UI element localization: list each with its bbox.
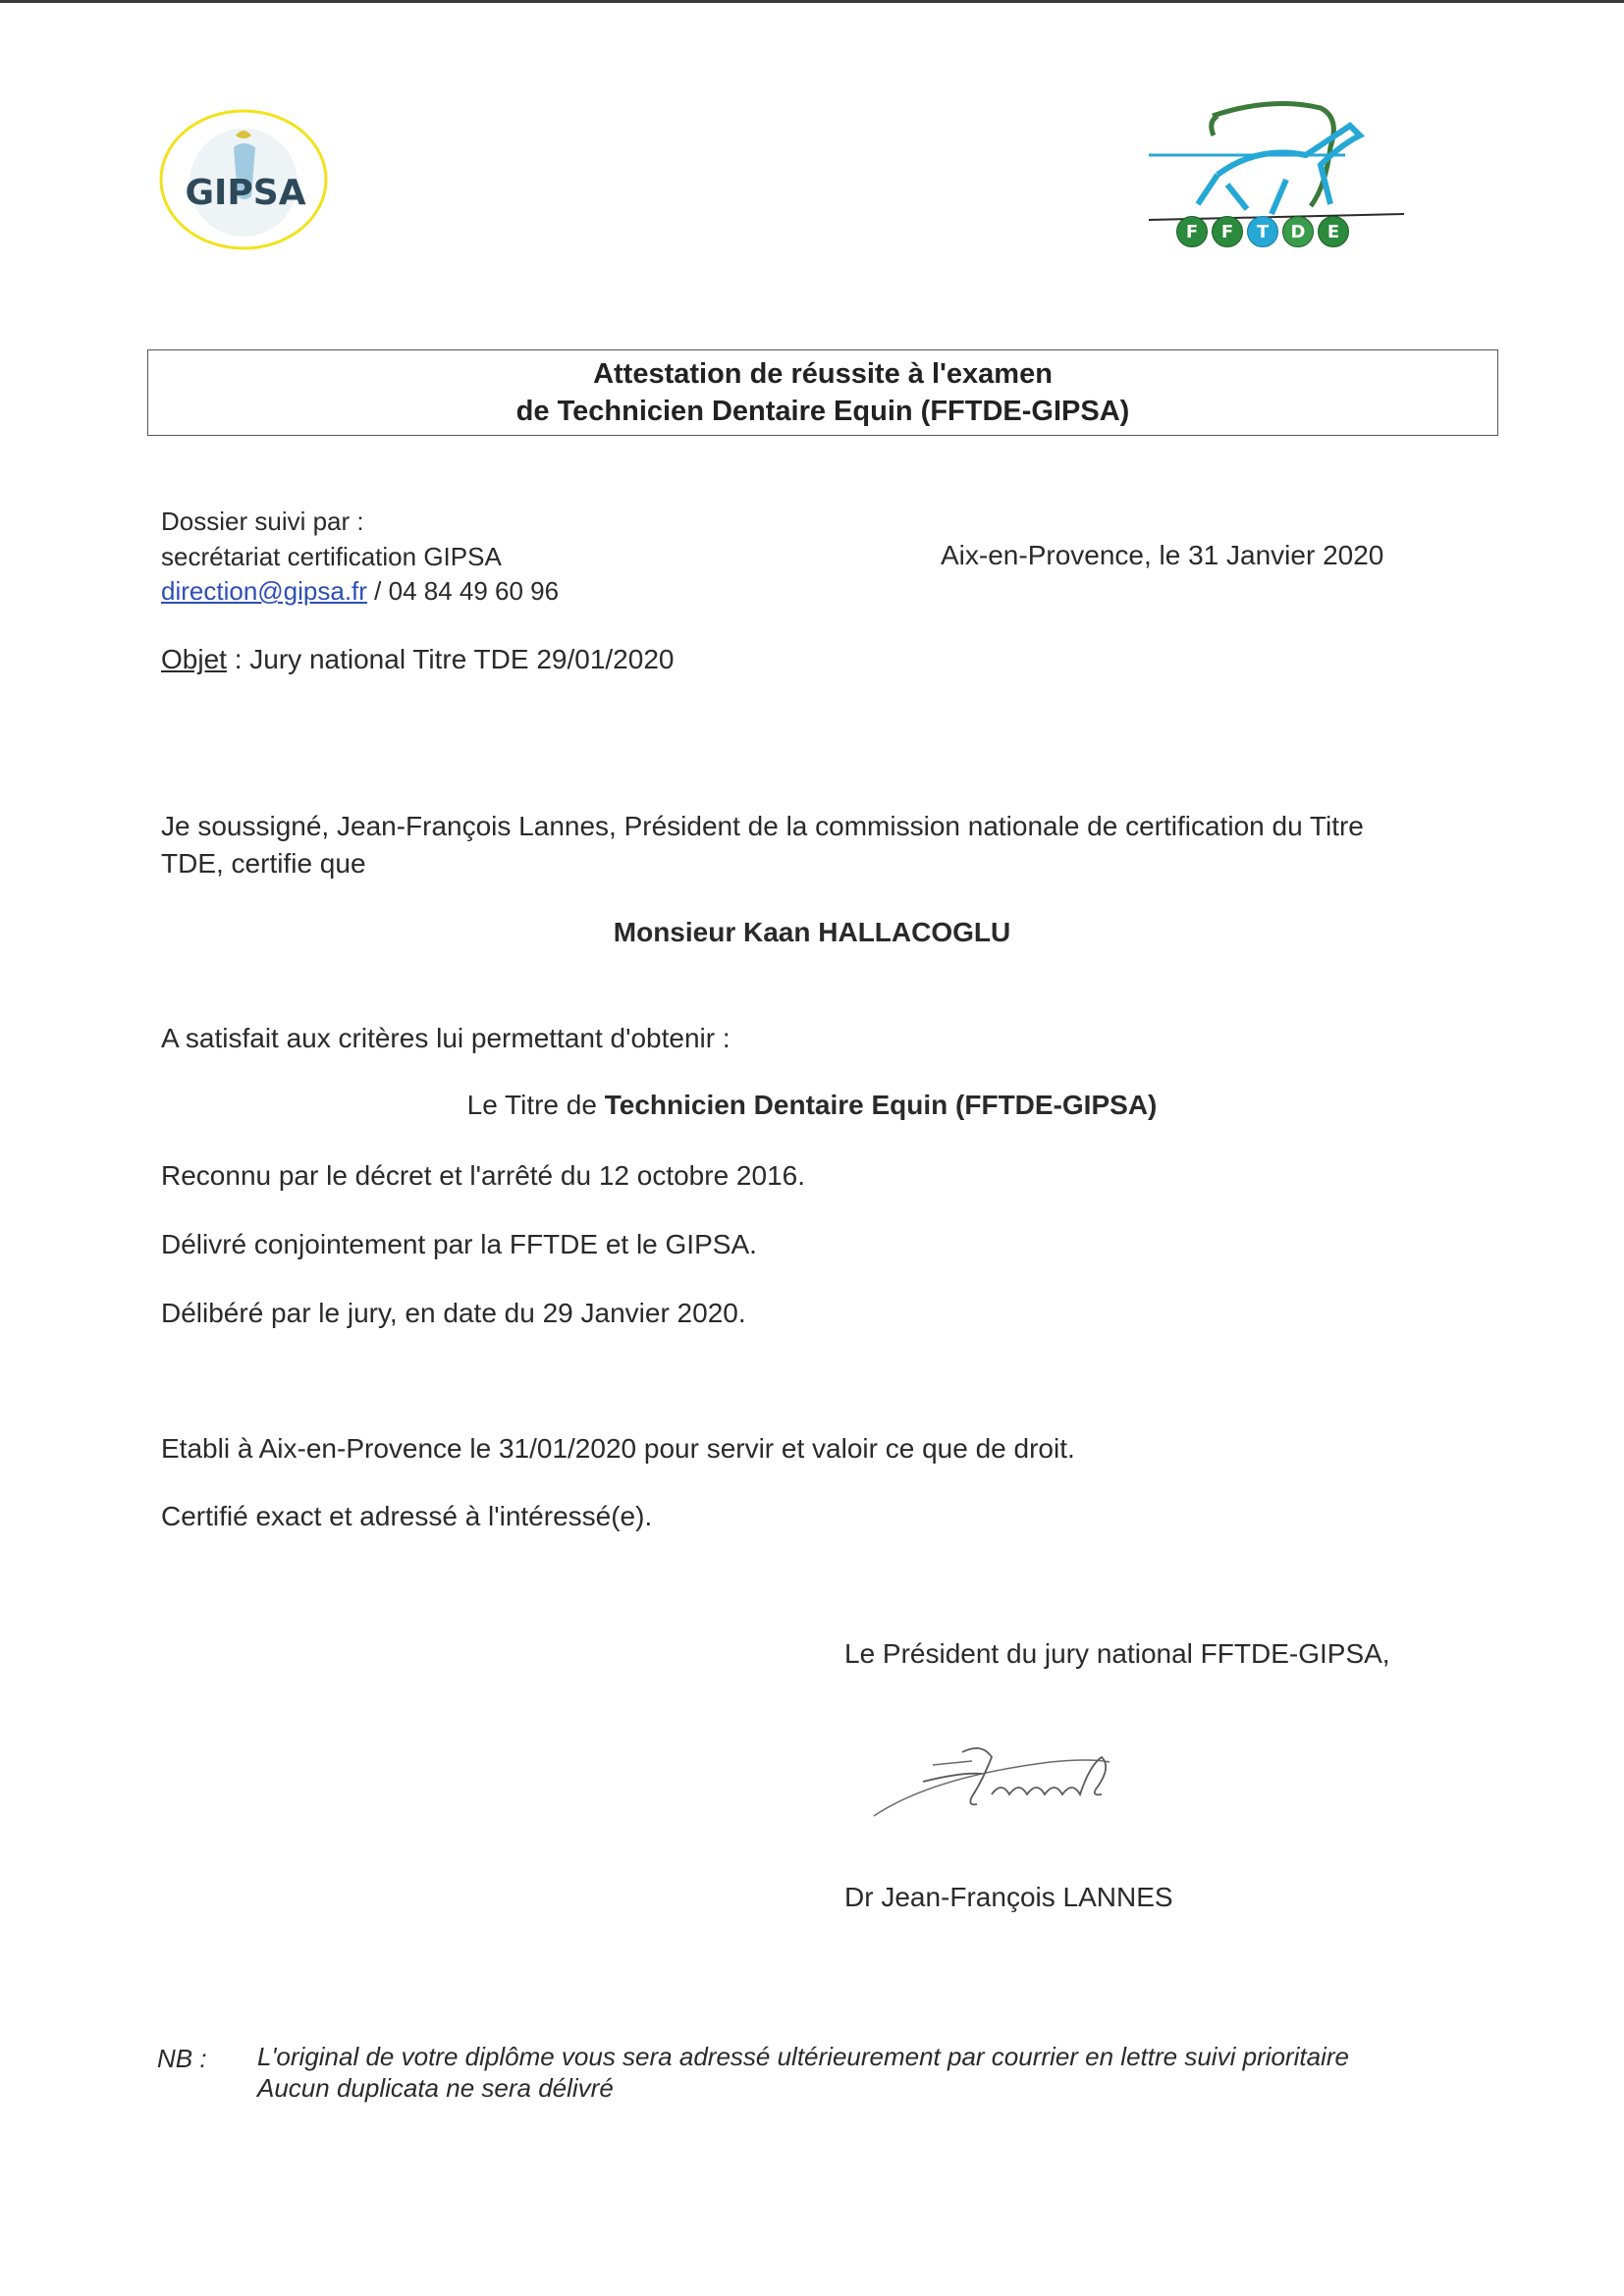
fftde-letter: E bbox=[1318, 216, 1349, 247]
title-awarded-name: Technicien Dentaire Equin (FFTDE-GIPSA) bbox=[604, 1090, 1158, 1120]
signatory-name: Dr Jean-François LANNES bbox=[844, 1882, 1173, 1912]
email-link[interactable]: direction@gipsa.fr bbox=[161, 576, 367, 606]
deliberated-text: Délibéré par le jury, en date du 29 Janvier 2020. bbox=[161, 1298, 746, 1328]
title-awarded bbox=[0, 1088, 1624, 1123]
fftde-letters bbox=[1176, 216, 1349, 247]
object-label: Objet bbox=[161, 644, 227, 674]
fftde-letter: F bbox=[1212, 216, 1243, 247]
recognized-text: Reconnu par le décret et l'arrêté du 12 octobre 2016. bbox=[161, 1160, 805, 1191]
criteria-text: A satisfait aux critères lui permettant d'obtenir : bbox=[161, 1023, 731, 1053]
footnote-line1: L'original de votre diplôme vous sera adressé ultérieurement par courrier en lettre suivi prioritaire bbox=[257, 2042, 1349, 2071]
handwritten-signature bbox=[864, 1728, 1198, 1836]
document-title-line1: Attestation de réussite à l'examen bbox=[593, 358, 1053, 390]
signatory-role: Le Président du jury national FFTDE-GIPSA, bbox=[844, 1638, 1390, 1669]
object-text: : Jury national Titre TDE 29/01/2020 bbox=[226, 644, 675, 674]
intro-line2: TDE, certifie que bbox=[161, 848, 366, 879]
place-date: Aix-en-Provence, le 31 Janvier 2020 bbox=[941, 540, 1384, 570]
top-border-line bbox=[0, 0, 1624, 3]
phone-number: / 04 84 49 60 96 bbox=[366, 576, 560, 606]
certified-text: Certifié exact et adressé à l'intéressé(e). bbox=[161, 1501, 653, 1531]
title-awarded-prefix: Le Titre de bbox=[466, 1090, 605, 1120]
footnote-label: NB : bbox=[157, 2044, 207, 2073]
gipsa-logo bbox=[157, 106, 334, 253]
intro-line1: Je soussigné, Jean-François Lannes, Président de la commission nationale de certification du Titre bbox=[161, 811, 1364, 841]
fftde-letter: F bbox=[1176, 216, 1208, 247]
fftde-letter: D bbox=[1282, 216, 1314, 247]
gipsa-logo-text: GIPSA bbox=[185, 173, 306, 213]
established-text: Etabli à Aix-en-Provence le 31/01/2020 pour servir et valoir ce que de droit. bbox=[161, 1433, 1075, 1464]
document-title-box bbox=[147, 349, 1498, 436]
document-title-line2: de Technicien Dentaire Equin (FFTDE-GIPSA) bbox=[515, 396, 1130, 427]
sender-line2: secrétariat certification GIPSA bbox=[161, 542, 502, 571]
delivered-text: Délivré conjointement par la FFTDE et le GIPSA. bbox=[161, 1229, 757, 1259]
sender-contact bbox=[161, 574, 559, 608]
sender-line1: Dossier suivi par : bbox=[161, 507, 364, 536]
footnote-line2: Aucun duplicata ne sera délivré bbox=[257, 2073, 614, 2103]
recipient-name: Monsieur Kaan HALLACOGLU bbox=[613, 917, 1011, 947]
object-line bbox=[161, 642, 674, 677]
fftde-letter: T bbox=[1247, 216, 1278, 247]
